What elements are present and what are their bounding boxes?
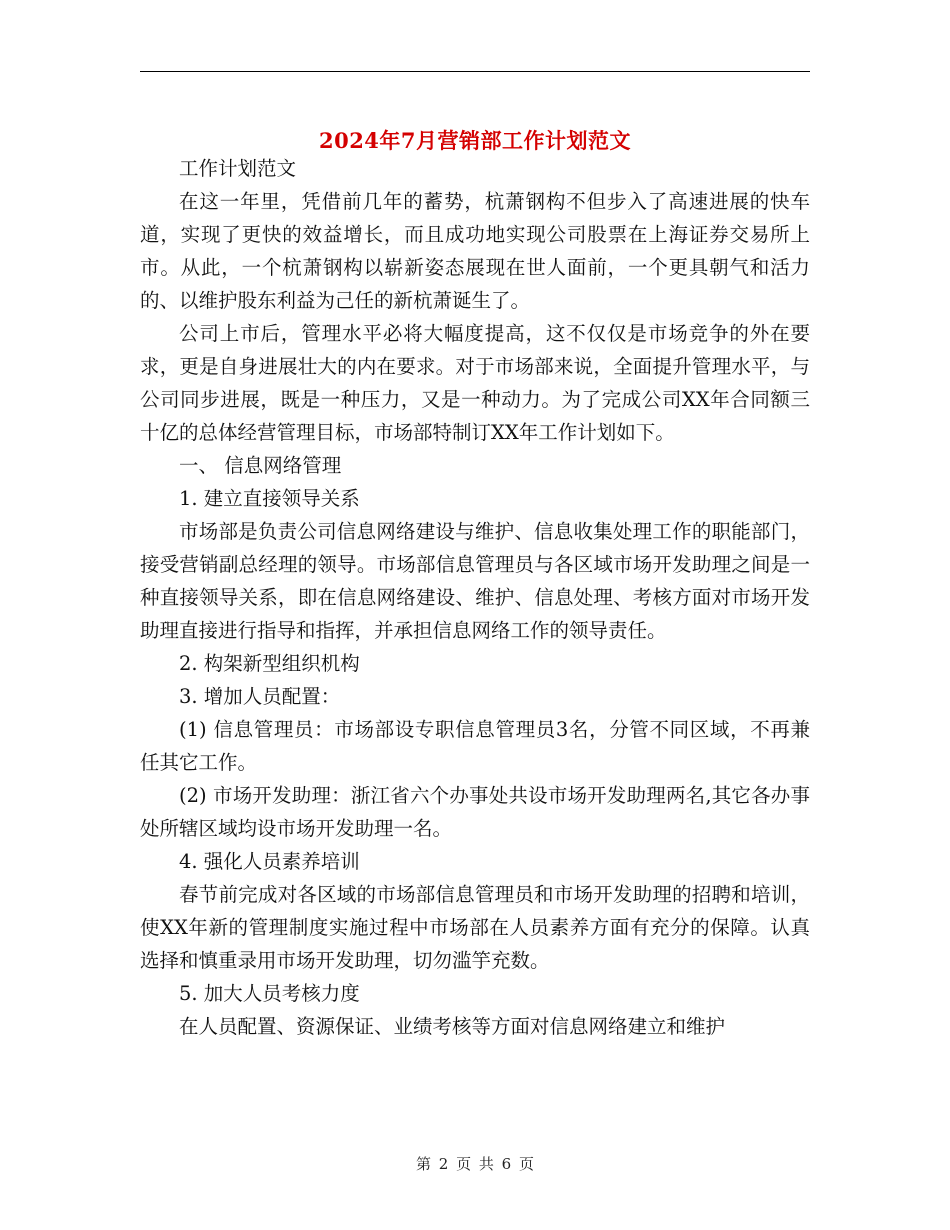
- item-heading: 1. 建立直接领导关系: [179, 487, 360, 510]
- header-rule: [140, 71, 810, 72]
- document-title: 2024年7月营销部工作计划范文: [318, 128, 632, 154]
- item-heading: 5. 加大人员考核力度: [179, 982, 360, 1005]
- paragraph-subtitle: 工作计划范文: [179, 157, 297, 180]
- page-number: 第 2 页 共 6 页: [416, 1155, 534, 1173]
- item-heading: 4. 强化人员素养培训: [179, 850, 360, 873]
- paragraph-body: 春节前完成对各区域的市场部信息管理员和市场开发助理的招聘和培训，使XX年新的管理制度实施过程中市场部在人员素养方面有充分的保障。认真选择和慎重录用市场开发助理，切勿滥竽充数。: [140, 883, 810, 972]
- paragraph-body: 市场部是负责公司信息网络建设与维护、信息收集处理工作的职能部门，接受营销副总经理的领导。市场部信息管理员与各区域市场开发助理之间是一种直接领导关系，即在信息网络建设、维护、信息处理、考核方面对市场开发助理直接进行指导和指挥，并承担信息网络工作的领导责任。: [140, 520, 810, 642]
- item-heading: 3. 增加人员配置：: [179, 685, 341, 708]
- paragraph-intro: 在这一年里，凭借前几年的蓄势，杭萧钢构不但步入了高速进展的快车道，实现了更快的效益增长，而且成功地实现公司股票在上海证券交易所上市。从此，一个杭萧钢构以崭新姿态展现在世人面前，一个更具朝气和活力的、以维护股东利益为己任的新杭萧诞生了。: [140, 190, 810, 312]
- sub-item: (1) 信息管理员：市场部设专职信息管理员3名，分管不同区域，不再兼任其它工作。: [140, 718, 810, 774]
- document-body: [140, 152, 810, 1043]
- item-heading: 2. 构架新型组织机构: [179, 652, 360, 675]
- paragraph-body: 在人员配置、资源保证、业绩考核等方面对信息网络建立和维护: [179, 1015, 726, 1038]
- section-heading: 一、 信息网络管理: [179, 454, 342, 477]
- sub-item: (2) 市场开发助理：浙江省六个办事处共设市场开发助理两名,其它各办事处所辖区域均设市场开发助理一名。: [140, 784, 810, 840]
- paragraph-goal: 公司上市后，管理水平必将大幅度提高，这不仅仅是市场竞争的外在要求，更是自身进展壮大的内在要求。对于市场部来说，全面提升管理水平，与公司同步进展，既是一种压力，又是一种动力。为了完成公司XX年合同额三十亿的总体经营管理目标，市场部特制订XX年工作计划如下。: [140, 322, 810, 444]
